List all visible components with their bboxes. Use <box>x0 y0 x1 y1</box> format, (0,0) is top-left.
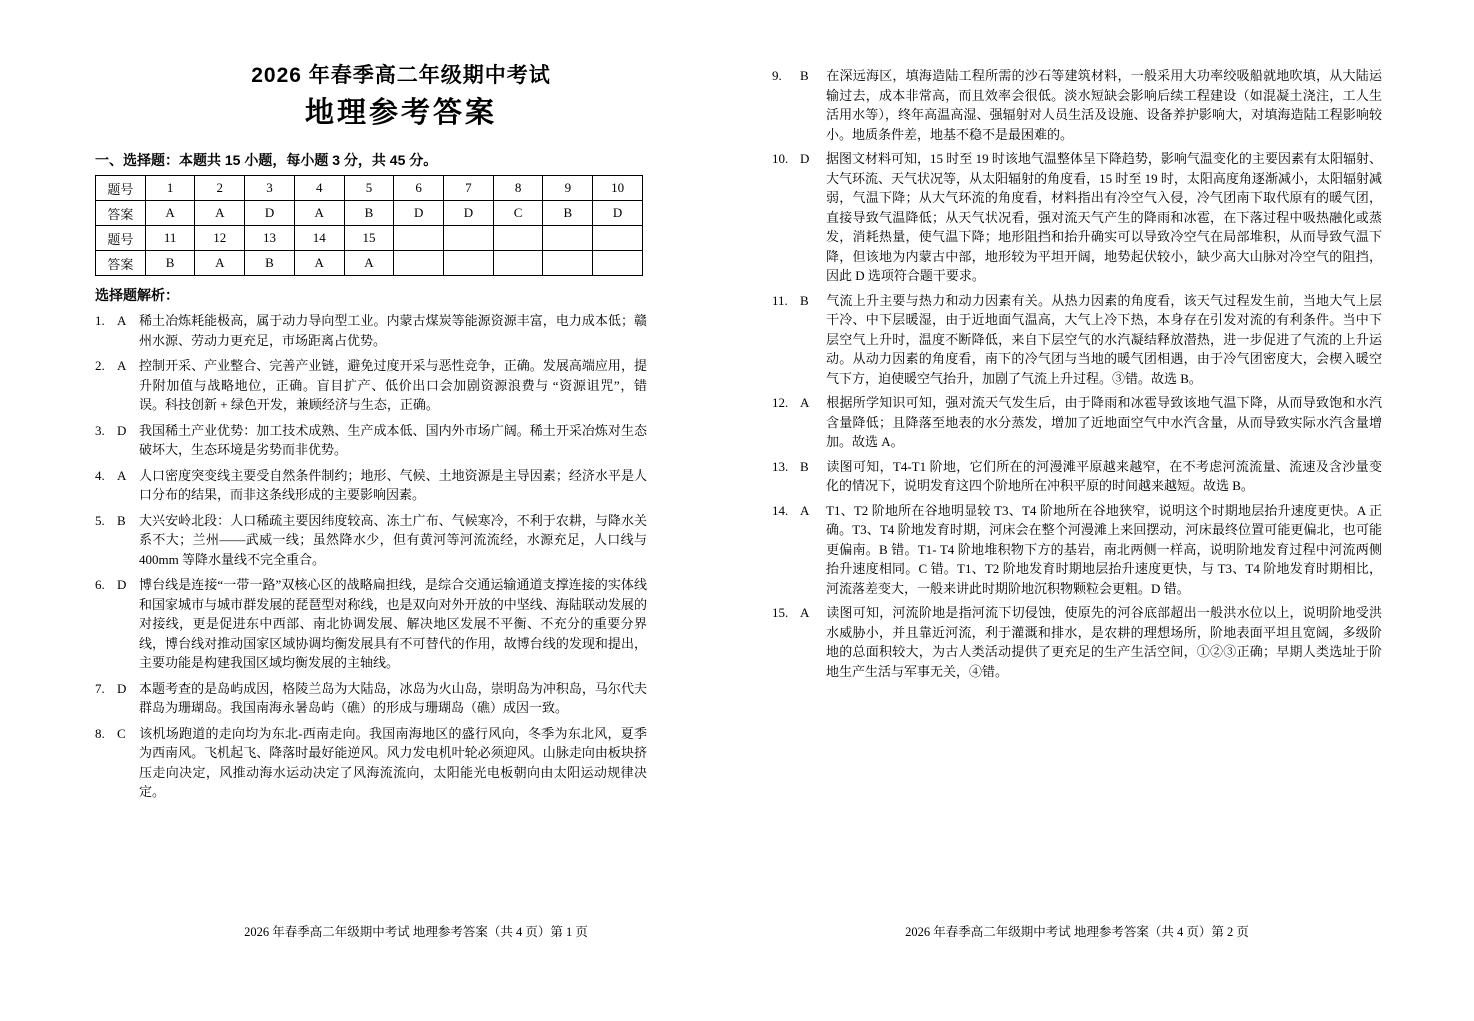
answer-table-cell: 13 <box>245 226 295 251</box>
analysis-item <box>95 724 647 802</box>
item-answer: B <box>800 458 809 474</box>
answer-table-row <box>96 251 643 276</box>
item-number: 10. <box>772 151 789 166</box>
page2-footer: 2026 年春季高二年级期中考试 地理参考答案（共 4 页）第 2 页 <box>905 925 1249 939</box>
item-answer: A <box>800 605 810 620</box>
answer-table-cell: A <box>294 251 344 276</box>
answer-table-row-label: 题号 <box>96 226 146 251</box>
analysis-item <box>95 511 647 570</box>
item-text: 读图可知，T4-T1 阶地，它们所在的河漫滩平原越来越窄，在不考虑河流流量、流速及含沙量变化的情况下，说明发育这四个阶地所在冲积平原的时间越来越短。故选 B。 <box>826 458 1382 493</box>
item-answer: B <box>800 292 809 308</box>
answer-table-cell: A <box>145 201 195 226</box>
answer-table-row-label: 答案 <box>96 251 146 276</box>
item-answer: B <box>800 68 809 83</box>
item-answer: A <box>117 313 127 328</box>
item-text: 控制开采、产业整合、完善产业链，避免过度开采与恶性竞争，正确。发展高端应用，提升附加值与战略地位，正确。盲目扩产、低价出口会加剧资源浪费与 “资源诅咒”，错误。科技创新 + 绿色开发，兼顾经济与生态，正确。 <box>139 358 647 412</box>
answer-table-cell: 5 <box>344 176 394 201</box>
answer-table-cell: 9 <box>543 176 593 201</box>
item-answer: C <box>117 725 126 741</box>
answer-table-cell: 14 <box>294 226 344 251</box>
analysis-item <box>772 149 1382 286</box>
answer-table-cell: B <box>145 251 195 276</box>
item-number: 12. <box>772 395 789 410</box>
answer-table-cell: 2 <box>195 176 245 201</box>
page1-footer: 2026 年春季高二年级期中考试 地理参考答案（共 4 页）第 1 页 <box>244 925 588 939</box>
answer-table-row <box>96 176 643 201</box>
analysis-item <box>772 66 1382 144</box>
answer-table-cell: A <box>195 201 245 226</box>
item-text: 人口密度突变线主要受自然条件制约；地形、气候、土地资源是主导因素；经济水平是人口分布的结果，而非这条线形成的主要影响因素。 <box>139 467 647 502</box>
item-answer: A <box>800 395 810 410</box>
item-answer: A <box>117 358 127 373</box>
answer-table-cell: D <box>394 201 444 226</box>
answer-table-row <box>96 201 643 226</box>
answer-table-cell: 1 <box>145 176 195 201</box>
item-answer: D <box>117 680 127 696</box>
item-number: 13. <box>772 458 789 474</box>
answer-table-cell: 10 <box>593 176 643 201</box>
item-number: 11. <box>772 292 788 308</box>
answer-table <box>95 175 643 276</box>
analysis-item <box>95 311 647 350</box>
analysis-item <box>95 575 647 673</box>
item-text: 稀土冶炼耗能极高，属于动力导向型工业。内蒙古煤炭等能源资源丰富，电力成本低；赣州水源、劳动力更充足，市场距离占优势。 <box>139 313 647 348</box>
answer-table-cell: A <box>294 201 344 226</box>
analysis-item <box>95 421 647 460</box>
analysis-item <box>772 501 1382 599</box>
item-text: 博台线是连接“一带一路”双核心区的战略扁担线，是综合交通运输通道支撑连接的实体线和国家城市与城市群发展的琵琶型对称线，也是双向对外开放的中坚线、海陆联动发展的对接线，更是促进东中西部、南北协调发展、解决地区发展不平衡、不充分的重要分界线，博台线对推动国家区域协调均衡发展具有不可替代的作用，故博台线的发现和提出，主要功能是构建我国区域均衡发展的主轴线。 <box>139 577 647 670</box>
answer-table-cell <box>493 251 543 276</box>
item-number: 1. <box>95 313 105 328</box>
answer-table-cell: A <box>195 251 245 276</box>
page-1 <box>95 0 647 1021</box>
item-number: 2. <box>95 358 105 373</box>
answer-table-cell: A <box>344 251 394 276</box>
item-answer: D <box>117 422 127 438</box>
answer-table-cell <box>593 226 643 251</box>
item-answer: A <box>117 467 127 483</box>
answer-table-cell: B <box>245 251 295 276</box>
answer-table-cell <box>444 226 494 251</box>
analysis-item <box>95 466 647 505</box>
item-answer: D <box>117 577 127 592</box>
answer-table-cell <box>593 251 643 276</box>
analysis-item <box>772 291 1382 389</box>
item-text: 本题考查的是岛屿成因，格陵兰岛为大陆岛，冰岛为火山岛，崇明岛为冲积岛，马尔代夫群岛为珊瑚岛。我国南海永暑岛屿（礁）的形成与珊瑚岛（礁）成因一致。 <box>139 680 647 715</box>
item-answer: B <box>117 512 126 528</box>
answer-table-body <box>96 176 643 276</box>
answer-table-cell <box>543 226 593 251</box>
item-answer: A <box>800 502 810 518</box>
analysis-item <box>772 393 1382 452</box>
answer-table-cell: 12 <box>195 226 245 251</box>
analysis-item <box>95 679 647 718</box>
item-number: 3. <box>95 422 105 438</box>
item-text: 在深远海区，填海造陆工程所需的沙石等建筑材料，一般采用大功率绞吸船就地吹填，从大陆运输过去，成本非常高，而且效率会很低。淡水短缺会影响后续工程建设（如混凝土浇注，工人生活用水等），终年高温高湿、强辐射对人员生活及设施、设备养护影响大，对填海造陆工程影响较小。地质条件差，地基不稳不是最困难的。 <box>826 68 1382 142</box>
answer-table-row-label: 答案 <box>96 201 146 226</box>
exam-title: 2026 年春季高二年级期中考试 <box>251 64 551 87</box>
answer-table-cell: D <box>245 201 295 226</box>
answer-table-cell <box>543 251 593 276</box>
answer-table-row-label: 题号 <box>96 176 146 201</box>
analysis-item <box>95 356 647 415</box>
answer-table-cell: 11 <box>145 226 195 251</box>
item-text: 我国稀土产业优势：加工技术成熟、生产成本低、国内外市场广阔。稀土开采冶炼对生态破坏大，生态环境是劣势而非优势。 <box>139 422 647 457</box>
answer-key-title: 地理参考答案 <box>304 97 497 129</box>
item-text: 大兴安岭北段：人口稀疏主要因纬度较高、冻土广布、气候寒冷，不利于农耕，与降水关系不大；兰州——武威一线；虽然降水少，但有黄河等河流流经，水源充足，人口线与 400mm 等降水量线不完全重合。 <box>139 512 647 567</box>
item-text: 气流上升主要与热力和动力因素有关。从热力因素的角度看，该天气过程发生前，当地大气上层干冷、中下层暖湿，由于近地面气温高，大气上冷下热，本身存在引发对流的有利条件。当中下层空气上升时，温度不断降低，来自下层空气的水汽凝结释放潜热，进一步促进了气流的上升运动。从动力因素的角度看，南下的冷气团与当地的暖气团相遇，由于冷气团密度大，会楔入暖空气下方，迫使暖空气抬升，加剧了气流上升过程。③错。故选 B。 <box>826 292 1382 386</box>
multiple-choice-section-header: 一、选择题：本题共 15 小题，每小题 3 分，共 45 分。 <box>95 152 438 168</box>
answer-table-cell: 15 <box>344 226 394 251</box>
item-text: 据图文材料可知，15 时至 19 时该地气温整体呈下降趋势，影响气温变化的主要因素有太阳辐射、大气环流、天气状况等，从太阳辐射的角度看，15 时至 19 时，太阳高度角逐渐减小，太阳辐射减弱，气温下降；从大气环流的角度看，材料指出有冷空气入侵，冷气团南下取代原有的暖气团，直接导致气温降低；从天气状况看，强对流天气产生的降雨和冰雹，在下落过程中吸热融化或蒸发，消耗热量，使气温下降；地形阻挡和抬升确实可以导致冷空气在局部堆积，从而导致气温下降，但该地为内蒙古中部，地形较为平坦开阔，地势起伏较小，缺少高大山脉对冷空气的阻挡，因此 D 选项符合题干要求。 <box>826 151 1382 283</box>
answer-table-cell: B <box>344 201 394 226</box>
answer-table-row <box>96 226 643 251</box>
item-number: 5. <box>95 512 105 528</box>
answer-table-cell: C <box>493 201 543 226</box>
answer-table-cell: 4 <box>294 176 344 201</box>
item-number: 15. <box>772 605 789 620</box>
item-number: 8. <box>95 725 105 741</box>
answer-table-cell: D <box>444 201 494 226</box>
answer-table-cell: D <box>593 201 643 226</box>
item-text: T1、T2 阶地所在谷地明显较 T3、T4 阶地所在谷地狭窄，说明这个时期地层抬升速度更快。A 正确。T3、T4 阶地发育时期，河床会在整个河漫滩上来回摆动，河床最终位置可能更偏北，也可能更偏南。B 错。T1- T4 阶地堆积物下方的基岩，南北两侧一样高，说明阶地发育过程中河流两侧抬升速度相同。C 错。T1、T2 阶地发育时期地层抬升速度更快，与 T3、T4 阶地发育时期相比，河流落差变大，一般来讲此时期阶地沉积物颗粒会更粗。D 错。 <box>826 502 1382 596</box>
analysis-item <box>772 603 1382 681</box>
analysis-item <box>772 457 1382 496</box>
item-text: 该机场跑道的走向均为东北-西南走向。我国南海地区的盛行风向，冬季为东北风，夏季为西南风。飞机起飞、降落时最好能逆风。风力发电机叶轮必须迎风。山脉走向由板块挤压走向决定，风推动海水运动决定了风海流流向，太阳能光电板朝向由太阳运动规律决定。 <box>139 725 647 799</box>
page1-analysis-list <box>95 311 647 802</box>
answer-table-cell: 6 <box>394 176 444 201</box>
item-text: 读图可知，河流阶地是指河流下切侵蚀，使原先的河谷底部超出一般洪水位以上，说明阶地受洪水威胁小，并且靠近河流，利于灌溉和排水，是农耕的理想场所，阶地表面平坦且宽阔，多级阶地的总面积较大，为古人类活动提供了更充足的生产生活空间，①②③正确；早期人类选址于阶地生产生活与军事无关，④错。 <box>826 605 1382 679</box>
answer-table-cell: 8 <box>493 176 543 201</box>
analysis-section-header: 选择题解析： <box>95 287 179 303</box>
answer-table-cell <box>394 226 444 251</box>
item-answer: D <box>800 151 810 166</box>
answer-table-cell: 3 <box>245 176 295 201</box>
answer-table-cell <box>394 251 444 276</box>
answer-table-cell <box>493 226 543 251</box>
item-text: 根据所学知识可知，强对流天气发生后，由于降雨和冰雹导致该地气温下降，从而导致饱和水汽含量降低；且降落至地表的水分蒸发，增加了近地面空气中水汽含量，从而导致实际水汽含量增加。故选 A。 <box>826 395 1382 449</box>
answer-table-cell <box>444 251 494 276</box>
item-number: 9. <box>772 68 782 83</box>
item-number: 6. <box>95 577 105 592</box>
item-number: 7. <box>95 680 105 696</box>
page-2 <box>772 0 1382 1021</box>
page2-analysis-list <box>772 66 1382 681</box>
item-number: 14. <box>772 502 789 518</box>
answer-table-cell: B <box>543 201 593 226</box>
item-number: 4. <box>95 467 105 483</box>
answer-table-cell: 7 <box>444 176 494 201</box>
